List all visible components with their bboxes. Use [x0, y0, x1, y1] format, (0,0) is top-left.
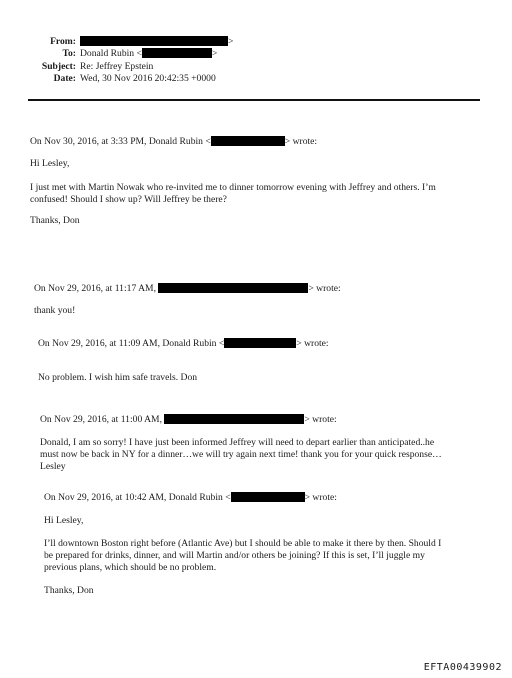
message-line: I’ll downtown Boston right before (Atlantic Ave) but I should be able to make it there by then. Should I: [44, 538, 442, 549]
attribution-text: > wrote:: [304, 414, 337, 425]
document-id: EFTA00439902: [423, 662, 502, 673]
message-line: I just met with Martin Nowak who re-invited me to dinner tomorrow evening with Jeffrey and others. I’m: [30, 182, 436, 193]
message-line: thank you!: [34, 305, 76, 316]
attribution-text: > wrote:: [284, 136, 318, 147]
attribution-text: On Nov 29, 2016, at 10:42 AM, Donald Rubin <: [44, 492, 231, 503]
redaction-box: [224, 338, 296, 348]
attribution-text: On Nov 29, 2016, at 11:09 AM, Donald Rubin <: [38, 338, 225, 349]
attribution-text: > wrote:: [304, 492, 337, 503]
message-attribution: [40, 414, 337, 426]
subject-label: Subject:: [41, 61, 76, 72]
message-line: Donald, I am so sorry! I have just been informed Jeffrey will need to depart earlier than anticipated..he: [40, 437, 435, 448]
attribution-text: On Nov 30, 2016, at 3:33 PM, Donald Rubin <: [30, 136, 211, 147]
message-line: must now be back in NY for a dinner…we will try again next time! thank you for your quick response…: [40, 449, 442, 460]
message-line: Hi Lesley,: [44, 515, 84, 526]
attribution-text: On Nov 29, 2016, at 11:17 AM,: [34, 283, 156, 294]
message-attribution: [34, 283, 341, 295]
message-line: Lesley: [40, 461, 66, 472]
to-label: To:: [62, 48, 76, 59]
attribution-text: > wrote:: [296, 338, 329, 349]
message-line: Hi Lesley,: [30, 158, 70, 169]
date-value: Wed, 30 Nov 2016 20:42:35 +0000: [80, 73, 216, 84]
to-value: [80, 48, 217, 60]
date-label: Date:: [53, 73, 76, 84]
message-line: confused! Should I show up? Will Jeffrey be there?: [30, 194, 227, 205]
redaction-box: [80, 36, 228, 46]
redaction-box: [231, 492, 305, 502]
attribution-text: On Nov 29, 2016, at 11:00 AM,: [40, 414, 162, 425]
message-attribution: [44, 492, 337, 504]
from-label: From:: [50, 36, 76, 47]
message-attribution: [38, 338, 329, 350]
message-line: previous plans, which should be no problem.: [44, 562, 217, 573]
message-line: Thanks, Don: [44, 585, 94, 596]
message-line: Thanks, Don: [30, 215, 80, 226]
redaction-box: [211, 136, 285, 146]
message-line: No problem. I wish him safe travels. Don: [38, 372, 198, 383]
redaction-box: [164, 414, 304, 424]
subject-value: Re: Jeffrey Epstein: [80, 61, 154, 72]
from-close: >: [228, 36, 234, 47]
redaction-box: [158, 283, 308, 293]
message-attribution: [30, 136, 317, 148]
to-close: >: [211, 48, 218, 59]
to-name: Donald Rubin <: [80, 48, 142, 59]
header-divider: [28, 99, 480, 101]
from-value: [80, 36, 233, 48]
attribution-text: > wrote:: [308, 283, 341, 294]
redaction-box: [142, 48, 212, 58]
message-line: be prepared for drinks, dinner, and will Martin and/or others be joining? If this is set, I’ll juggle my: [44, 550, 425, 561]
